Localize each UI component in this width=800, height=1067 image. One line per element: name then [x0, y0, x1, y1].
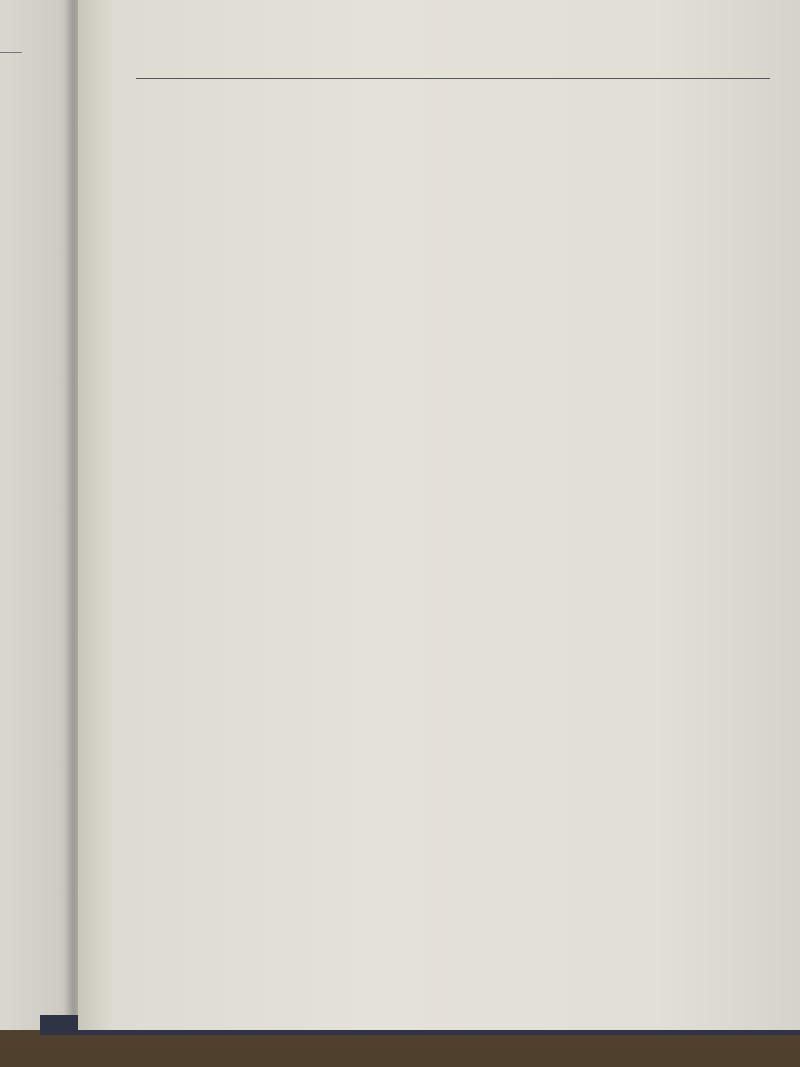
- book-page: [78, 0, 800, 1030]
- header-rule: [136, 78, 770, 79]
- left-page-rule: [0, 52, 22, 53]
